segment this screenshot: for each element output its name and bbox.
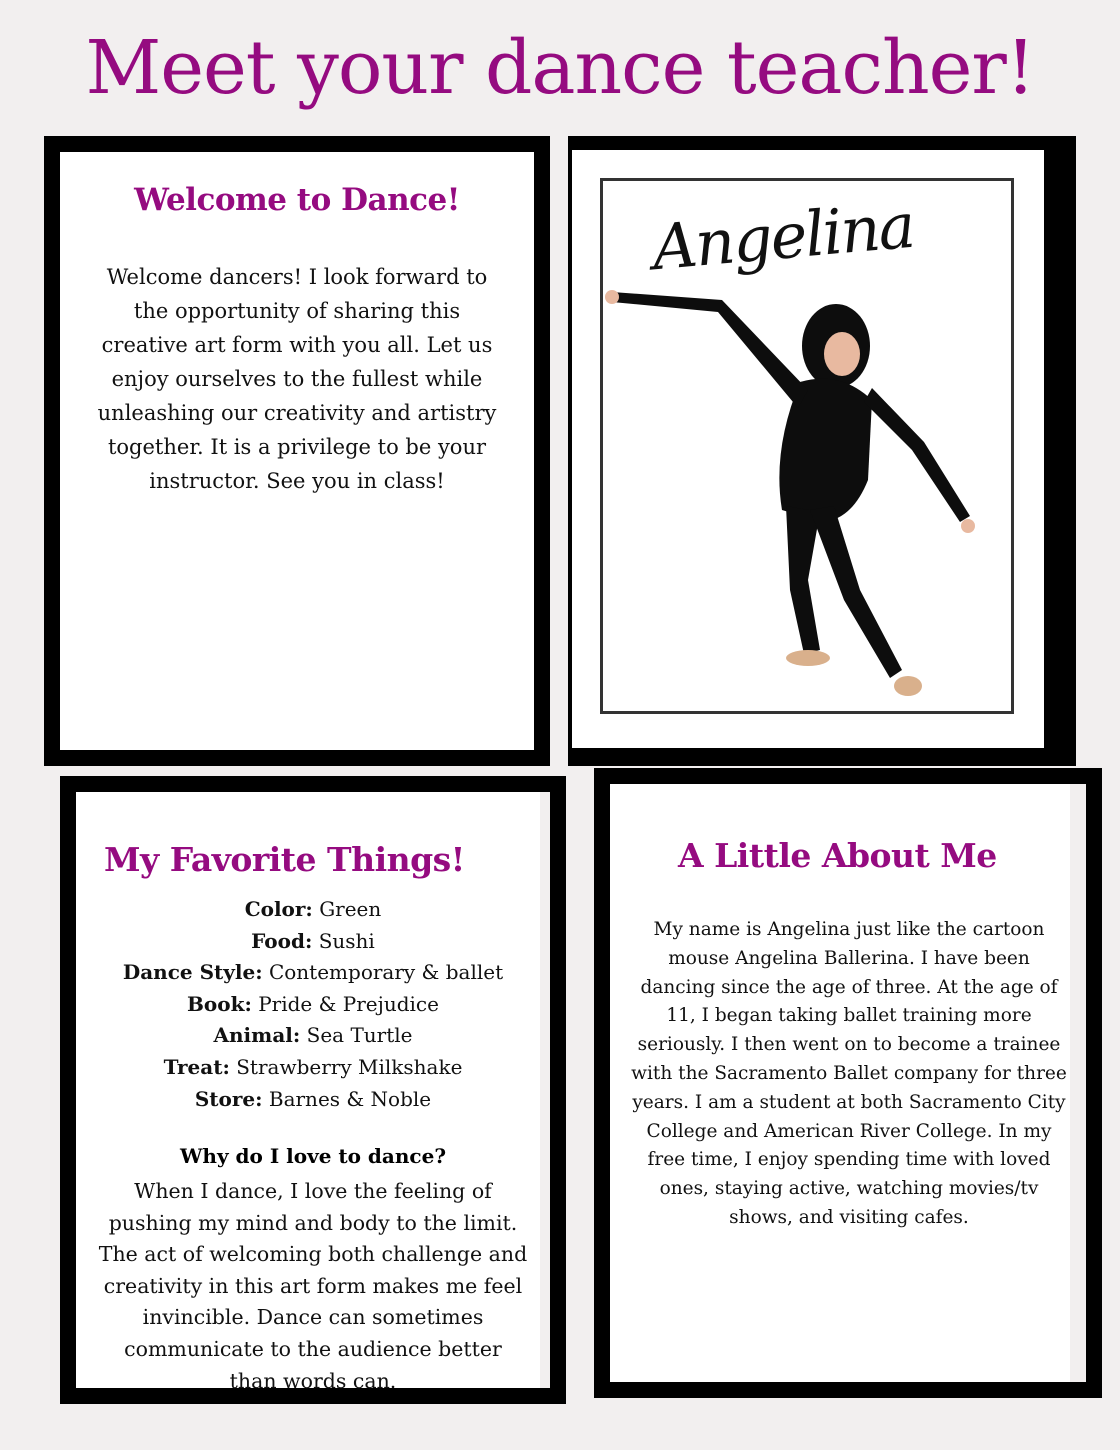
about-panel — [594, 768, 1102, 1398]
favorite-item — [96, 1052, 530, 1084]
about-heading: A Little About Me — [678, 836, 997, 875]
favorite-label: Food: — [251, 928, 313, 953]
teacher-photo-panel — [568, 136, 1076, 766]
favorite-value: Sushi — [318, 928, 375, 953]
favorite-value: Contemporary & ballet — [268, 960, 504, 985]
favorite-label: Dance Style: — [122, 960, 263, 985]
panel-edge — [540, 792, 550, 1388]
favorite-label: Color: — [244, 897, 313, 921]
favorite-item — [96, 1084, 530, 1116]
dancer-photo — [572, 150, 1044, 748]
favorite-item — [96, 894, 530, 926]
page-title: Meet your dance teacher! — [85, 25, 1035, 111]
favorite-value: Sea Turtle — [306, 1023, 413, 1048]
favorite-label: Book: — [187, 991, 252, 1016]
favorite-item — [96, 926, 530, 958]
welcome-panel — [44, 136, 550, 766]
welcome-text: Welcome dancers! I look forward to the opportunity of sharing this creative art form with you all. Let us enjoy ourselves to the fullest while unleashing our creativity and artistry together. It is a privilege to be your instructor. See you in class! — [97, 265, 497, 493]
signature-name: Angelina — [649, 188, 917, 285]
favorite-value: Barnes & Noble — [268, 1086, 432, 1111]
favorites-list — [96, 894, 530, 1115]
favorite-item — [96, 989, 530, 1021]
favorite-label: Treat: — [163, 1054, 230, 1079]
why-dance-heading: Why do I love to dance? — [179, 1144, 447, 1168]
favorite-label: Store: — [194, 1086, 263, 1111]
favorite-label: Animal: — [213, 1023, 301, 1048]
favorite-value: Green — [319, 897, 382, 921]
favorites-panel — [60, 776, 566, 1404]
panel-edge — [1070, 784, 1086, 1382]
favorite-item — [96, 957, 530, 989]
why-dance-text: When I dance, I love the feeling of pushing my mind and body to the limit. The act of welcoming both challenge and creativity in this art form makes me feel invincible. Dance can sometimes communicate to the audience better than words can. — [98, 1179, 528, 1393]
welcome-heading: Welcome to Dance! — [134, 182, 460, 218]
favorite-value: Strawberry Milkshake — [236, 1054, 463, 1079]
photo-card — [572, 150, 1044, 748]
favorite-value: Pride & Prejudice — [258, 991, 439, 1016]
favorites-heading: My Favorite Things! — [104, 840, 465, 879]
favorite-item — [96, 1020, 530, 1052]
about-text: My name is Angelina just like the cartoon mouse Angelina Ballerina. I have been dancing since the age of three. At the age of 11, I began taking ballet training more seriously. I then went on to become a trainee with the Sacramento Ballet company for three years. I am a student at both Sacramento City College and American River College. In my free time, I enjoy spending time with loved ones, staying active, watching movies/tv shows, and visiting cafes. — [631, 919, 1067, 1228]
